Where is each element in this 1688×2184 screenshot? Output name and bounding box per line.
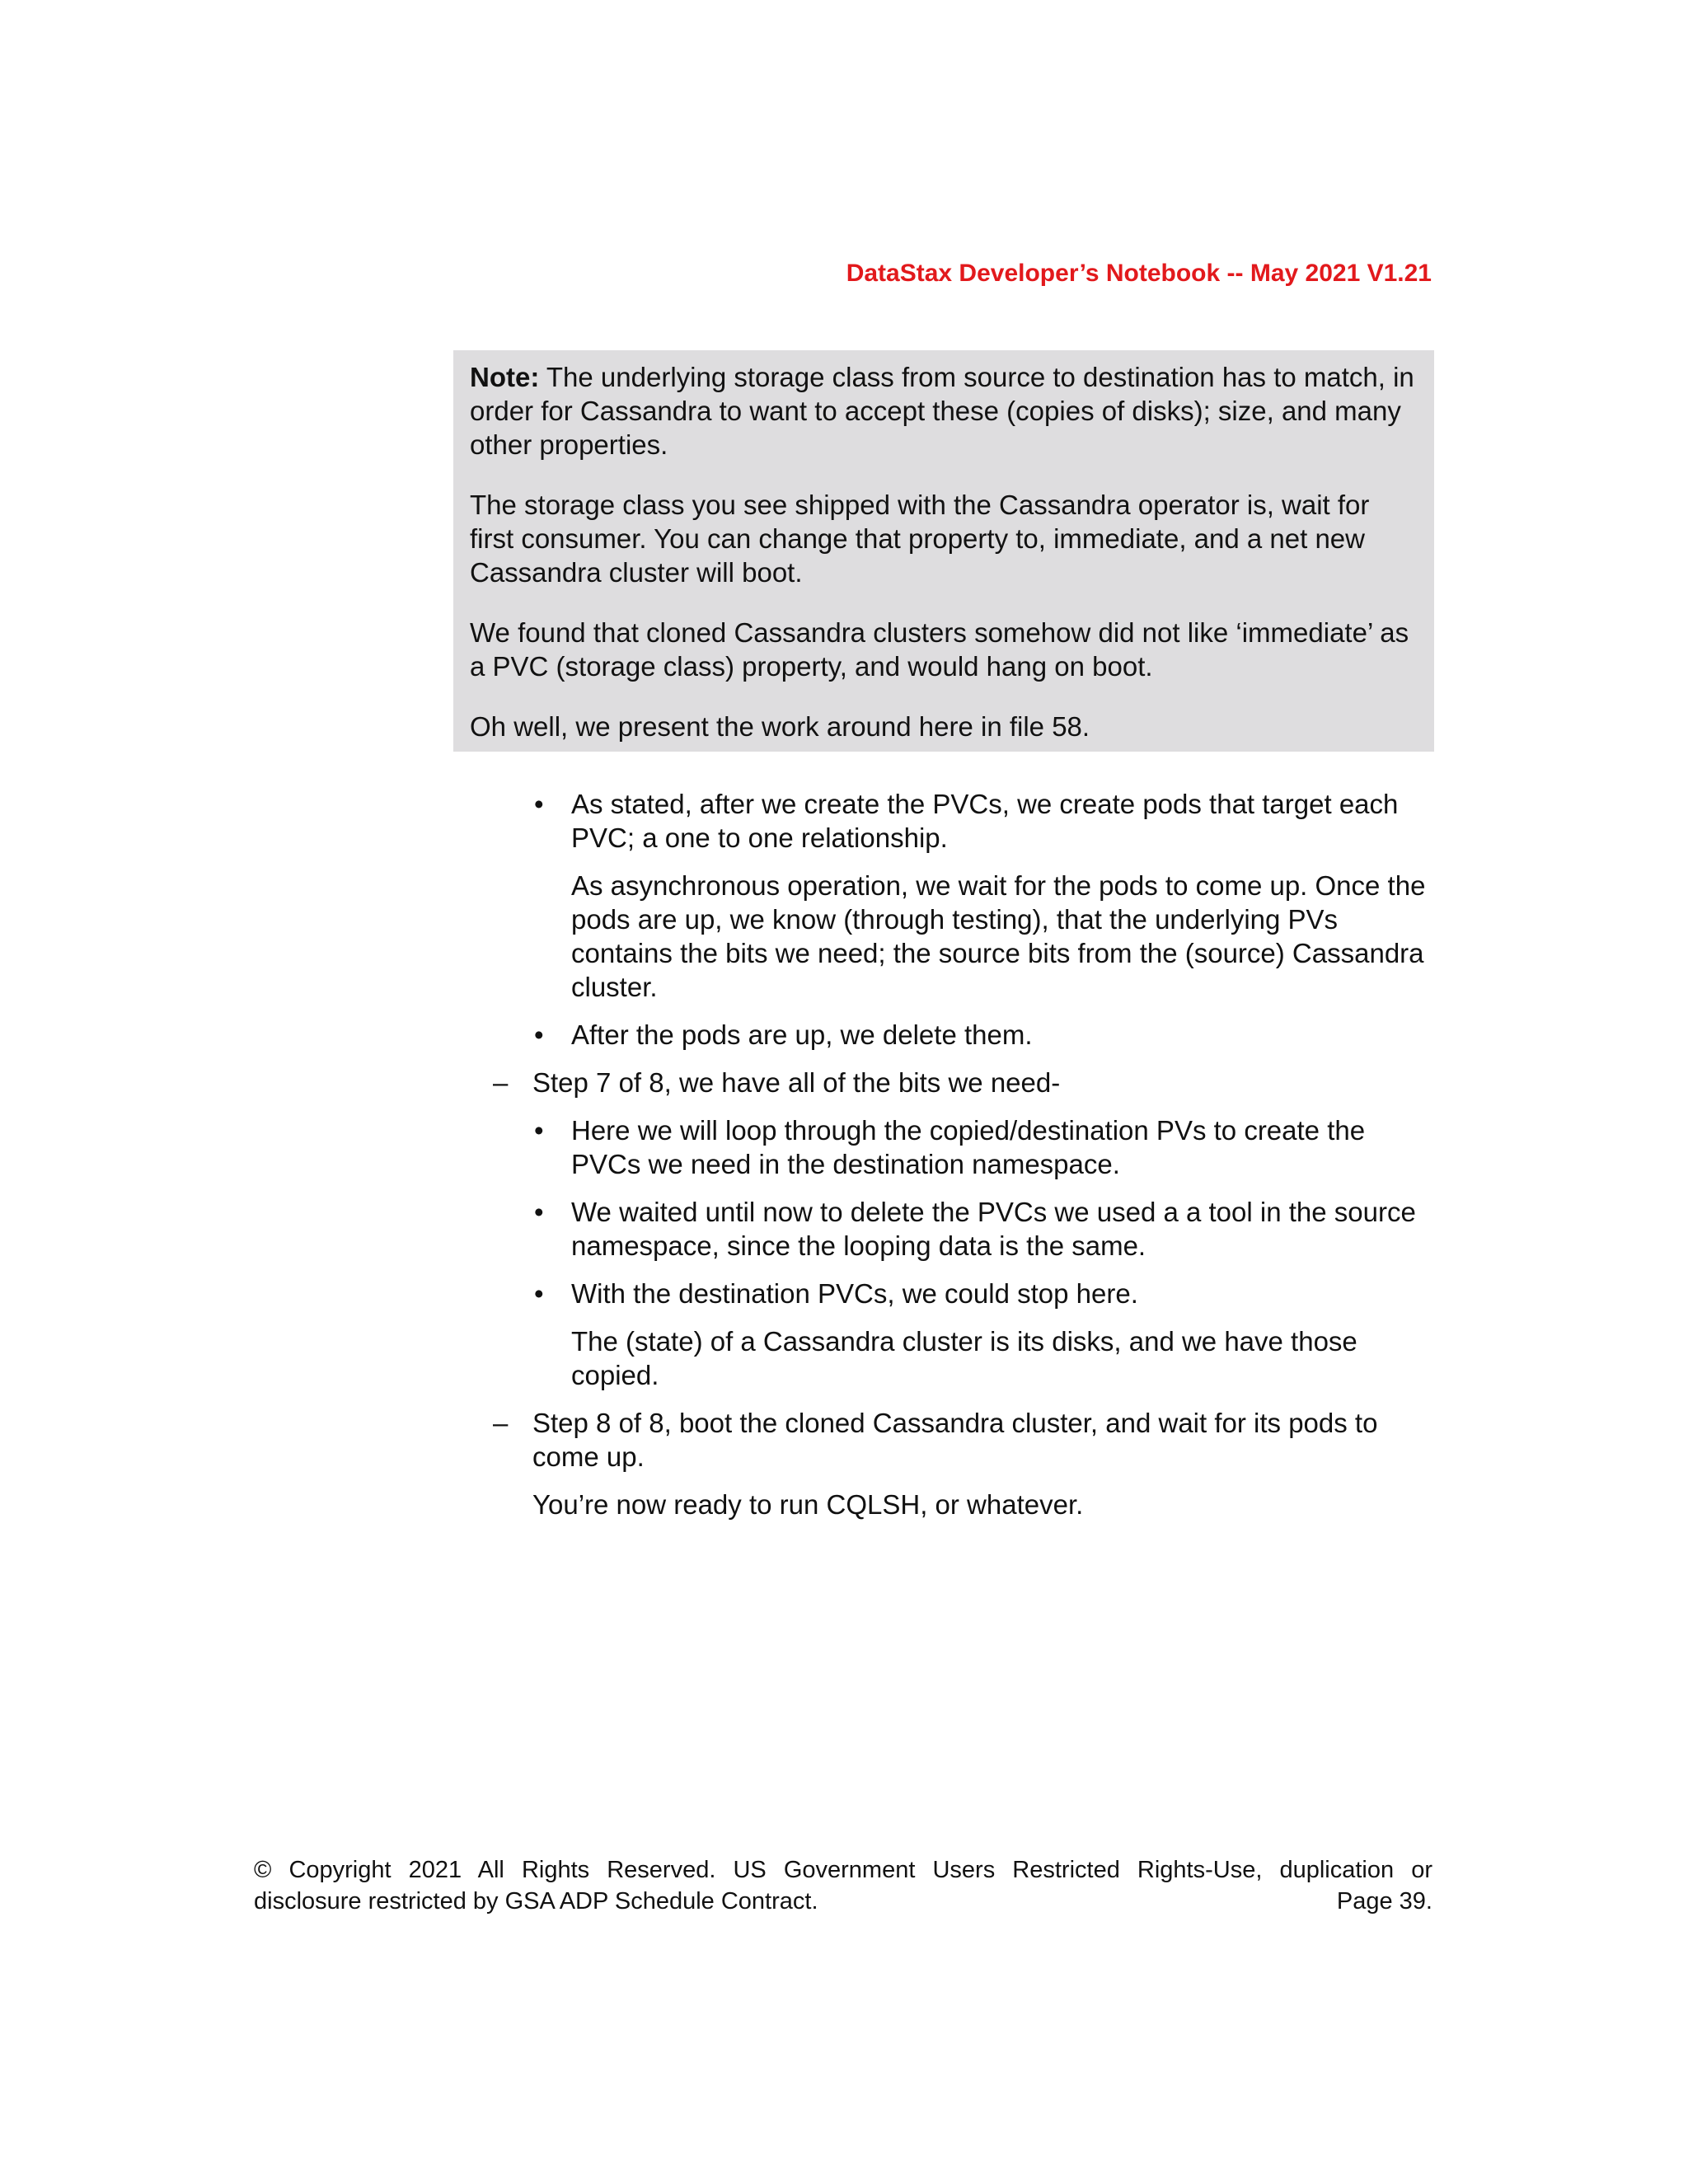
note-paragraph-2: The storage class you see shipped with the Cassandra operator is, wait for first consumer. You can change that property to, immediate, and a net new Cassandra cluster will boot. [470, 490, 1370, 588]
list-item-text: After the pods are up, we delete them. [571, 1019, 1033, 1050]
footer-restriction: disclosure restricted by GSA ADP Schedule Contract. [254, 1888, 818, 1915]
dash-marker: – [493, 1067, 509, 1098]
list-item-text: We waited until now to delete the PVCs we used a a tool in the source namespace, since the looping data is the same. [571, 1197, 1416, 1261]
bullet-marker: • [534, 1278, 544, 1309]
list-item [453, 1195, 1434, 1263]
list-item-continuation: The (state) of a Cassandra cluster is its disks, and we have those copied. [571, 1326, 1357, 1390]
page-number: Page 39. [1336, 1888, 1432, 1915]
body-list [453, 787, 1434, 1535]
bullet-marker: • [534, 789, 544, 819]
bullet-marker: • [534, 1019, 544, 1050]
note-paragraph-1 [470, 360, 1418, 462]
list-item-text: Here we will loop through the copied/destination PVs to create the PVCs we need in the destination namespace. [571, 1115, 1366, 1179]
list-item [453, 1406, 1434, 1521]
bullet-marker: • [534, 1197, 544, 1227]
list-item-continuation: You’re now ready to run CQLSH, or whatever. [532, 1489, 1084, 1520]
note-text-1: The underlying storage class from source to destination has to match, in order for Cassandra to want to accept these (copies of disks); size, and many other properties. [470, 362, 1414, 460]
list-item [453, 787, 1434, 1004]
list-item-continuation: As asynchronous operation, we wait for the pods to come up. Once the pods are up, we know (through testing), that the underlying PVs contains the bits we need; the source bits from the (source) Cassandra cluster. [571, 870, 1426, 1002]
note-box [453, 350, 1434, 752]
page-footer [254, 1854, 1432, 1917]
list-item [453, 1113, 1434, 1181]
list-item-text: As stated, after we create the PVCs, we create pods that target each PVC; a one to one relationship. [571, 789, 1399, 853]
list-item [453, 1277, 1434, 1392]
list-item-text: Step 8 of 8, boot the cloned Cassandra cluster, and wait for its pods to come up. [532, 1408, 1378, 1472]
list-item [453, 1018, 1434, 1052]
dash-marker: – [493, 1408, 509, 1438]
list-item-text: With the destination PVCs, we could stop here. [571, 1278, 1138, 1309]
footer-line-2 [254, 1886, 1432, 1917]
list-item [453, 1066, 1434, 1099]
bullet-marker: • [534, 1115, 544, 1146]
note-paragraph-3: We found that cloned Cassandra clusters somehow did not like ‘immediate’ as a PVC (storage class) property, and would hang on boot. [470, 617, 1409, 682]
running-header: DataStax Developer’s Notebook -- May 2021 V1.21 [846, 260, 1432, 287]
footer-copyright: © Copyright 2021 All Rights Reserved. US Government Users Restricted Rights-Use, duplication or [254, 1857, 1432, 1883]
list-item-text: Step 7 of 8, we have all of the bits we need- [532, 1067, 1061, 1098]
note-label: Note: [470, 362, 540, 392]
note-paragraph-4: Oh well, we present the work around here in file 58. [470, 711, 1090, 742]
